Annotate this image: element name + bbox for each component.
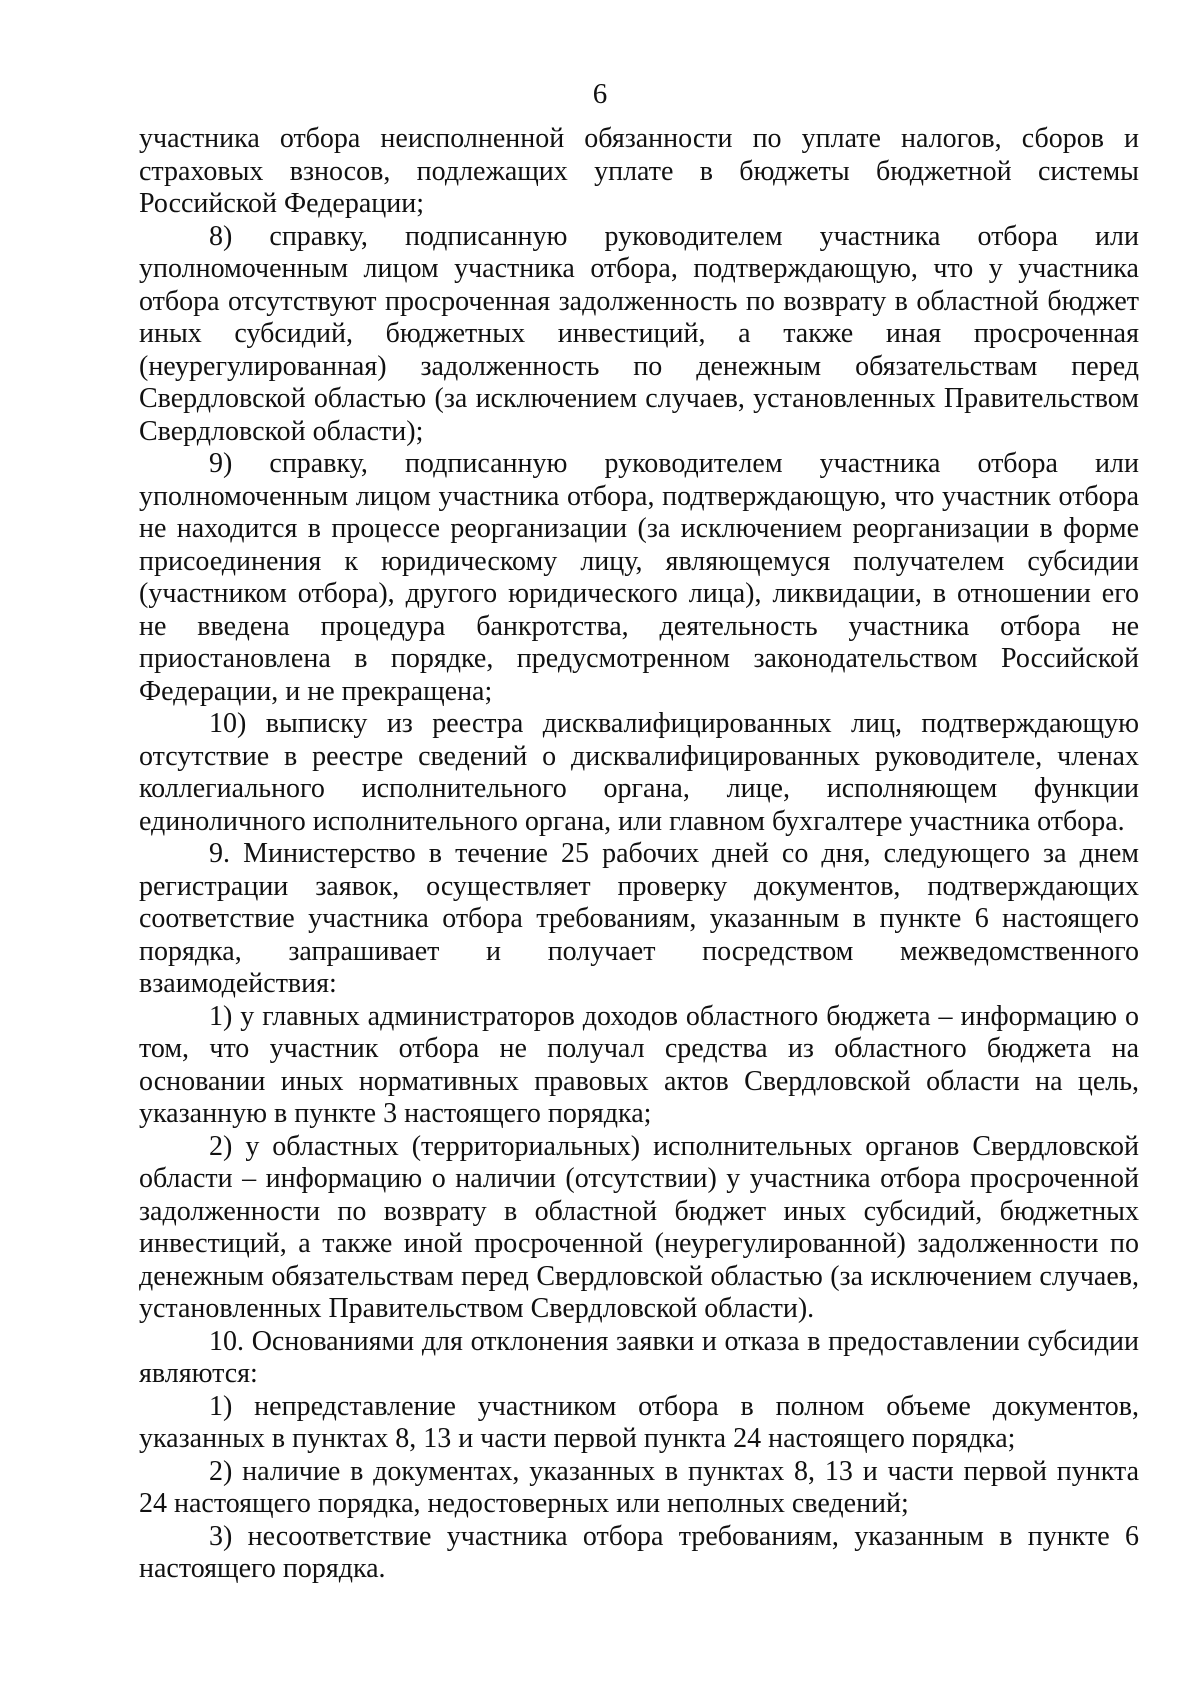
paragraph-item-8: 8) справку, подписанную руководителем участника отбора или уполномоченным лицом участника отбора, подтверждающую, что у участника отбора отсутствуют просроченная задолженность по возврату в областной бюджет иных субсидий, бюджетных инвестиций, а также иная просроченная (неурегулированная) задолженность по денежным обязательствам перед Свердловской областью (за исключением случаев, установленных Правительством Свердловской области); (139, 220, 1139, 447)
paragraph-clause-10: 10. Основаниями для отклонения заявки и отказа в предоставлении субсидии являются: (139, 1325, 1139, 1389)
page-number: 6 (592, 78, 608, 110)
document-body (139, 123, 1139, 1586)
paragraph-item-9: 9) справку, подписанную руководителем участника отбора или уполномоченным лицом участника отбора, подтверждающую, что участник отбора не находится в процессе реорганизации (за исключением реорганизации в форме присоединения к юридическому лицу, являющемуся получателем субсидии (участником отбора), другого юридического лица), ликвидации, в отношении его не введена процедура банкротства, деятельность участника отбора не приостановлена в порядке, предусмотренном законодательством Российской Федерации, и не прекращена; (139, 448, 1139, 707)
paragraph-clause-9-item-2: 2) у областных (территориальных) исполнительных органов Свердловской области – информацию о наличии (отсутствии) у участника отбора просроченной задолженности по возврату в областной бюджет иных субсидий, бюджетных инвестиций, а также иной просроченной (неурегулированной) задолженности по денежным обязательствам перед Свердловской областью (за исключением случаев, установленных Правительством Свердловской области). (139, 1130, 1139, 1324)
paragraph-clause-10-item-3: 3) несоответствие участника отбора требованиям, указанным в пункте 6 настоящего порядка. (139, 1520, 1139, 1584)
paragraph-clause-10-item-1: 1) непредставление участником отбора в полном объеме документов, указанных в пунктах 8, 13 и части первой пункта 24 настоящего порядка; (139, 1390, 1139, 1454)
paragraph-item-10: 10) выписку из реестра дисквалифицированных лиц, подтверждающую отсутствие в реестре сведений о дисквалифицированных руководителе, членах коллегиального исполнительного органа, лице, исполняющем функции единоличного исполнительного органа, или главном бухгалтере участника отбора. (139, 708, 1139, 837)
paragraph-continuation: участника отбора неисполненной обязанности по уплате налогов, сборов и страховых взносов, подлежащих уплате в бюджеты бюджетной системы Российской Федерации; (139, 123, 1139, 219)
paragraph-clause-9: 9. Министерство в течение 25 рабочих дней со дня, следующего за днем регистрации заявок, осуществляет проверку документов, подтверждающих соответствие участника отбора требованиям, указанным в пункте 6 настоящего порядка, запрашивает и получает посредством межведомственного взаимодействия: (139, 838, 1139, 999)
paragraph-clause-9-item-1: 1) у главных администраторов доходов областного бюджета – информацию о том, что участник отбора не получал средства из областного бюджета на основании иных нормативных правовых актов Свердловской области на цель, указанную в пункте 3 настоящего порядка; (139, 1000, 1139, 1129)
paragraph-clause-10-item-2: 2) наличие в документах, указанных в пунктах 8, 13 и части первой пункта 24 настоящего порядка, недостоверных или неполных сведений; (139, 1455, 1139, 1519)
